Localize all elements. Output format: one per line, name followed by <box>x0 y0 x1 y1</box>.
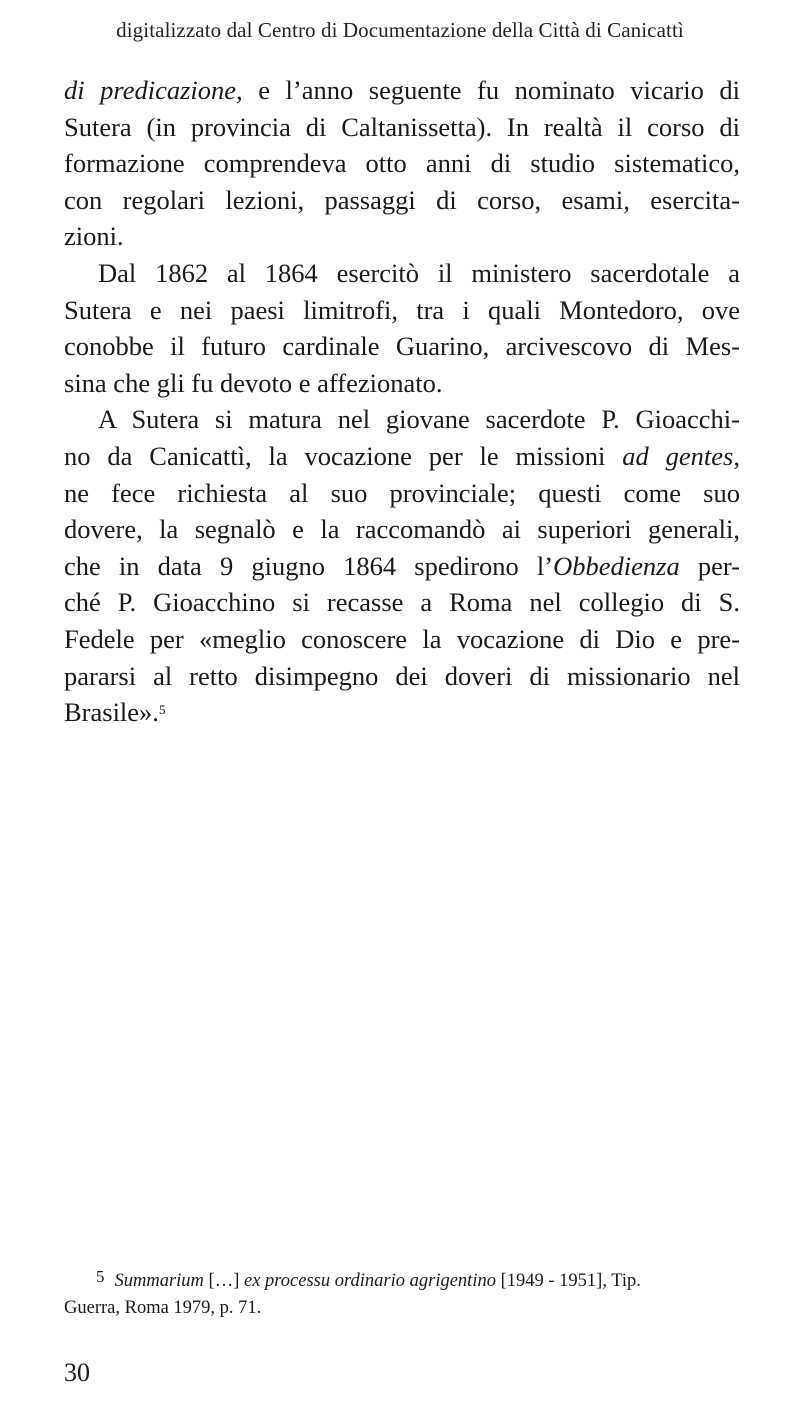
text-line: no da Canicattì, la vocazione per le missioni ad gentes, <box>64 440 740 471</box>
text-line: Dal 1862 al 1864 esercitò il ministero sacerdotale a <box>98 257 740 288</box>
text-line: ne fece richiesta al suo provinciale; questi come suo <box>64 477 740 508</box>
text-line: Brasile».$^5$ <box>64 697 166 728</box>
text-line: Fedele per «meglio conoscere la vocazione di Dio e pre- <box>64 623 740 654</box>
paragraph-1 <box>64 72 740 255</box>
text-line: con regolari lezioni, passaggi di corso, esami, esercita- <box>64 184 740 215</box>
text-line: formazione comprendeva otto anni di studio sistematico, <box>64 148 740 179</box>
footnote-line: Guerra, Roma 1979, p. 71. <box>64 1298 262 1318</box>
text-line: Sutera e nei paesi limitrofi, tra i quali Montedoro, ove <box>64 294 740 325</box>
footnote <box>64 1268 740 1322</box>
text-line: che in data 9 giugno 1864 spedirono l’Obbedienza per- <box>64 550 740 581</box>
footnote-line: 5 Summarium […] ex processu ordinario agrigentino [1949 - 1951], Tip. <box>96 1267 641 1291</box>
text-line: ché P. Gioacchino si recasse a Roma nel collegio di S. <box>64 587 740 618</box>
footnote-number: 5 <box>96 1267 105 1286</box>
text-line: conobbe il futuro cardinale Guarino, arcivescovo di Mes- <box>64 331 740 362</box>
main-text <box>64 72 740 731</box>
digitization-header: digitalizzato dal Centro di Documentazione della Città di Canicattì <box>116 18 684 42</box>
text-line: zioni. <box>64 221 124 252</box>
page-number: 30 <box>64 1358 90 1387</box>
paragraph-3 <box>64 401 740 730</box>
footnote-reference: 5 <box>158 702 166 718</box>
text-line: pararsi al retto disimpegno dei doveri di missionario nel <box>64 660 740 691</box>
paragraph-2 <box>64 255 740 401</box>
text-line: A Sutera si matura nel giovane sacerdote P. Gioacchi- <box>98 404 740 435</box>
text-line: dovere, la segnalò e la raccomandò ai superiori generali, <box>64 514 740 545</box>
text-line: sina che gli fu devoto e affezionato. <box>64 367 443 398</box>
text-line: Sutera (in provincia di Caltanissetta). In realtà il corso di <box>64 111 740 142</box>
text-line: di predicazione, e l’anno seguente fu nominato vicario di <box>64 75 740 105</box>
